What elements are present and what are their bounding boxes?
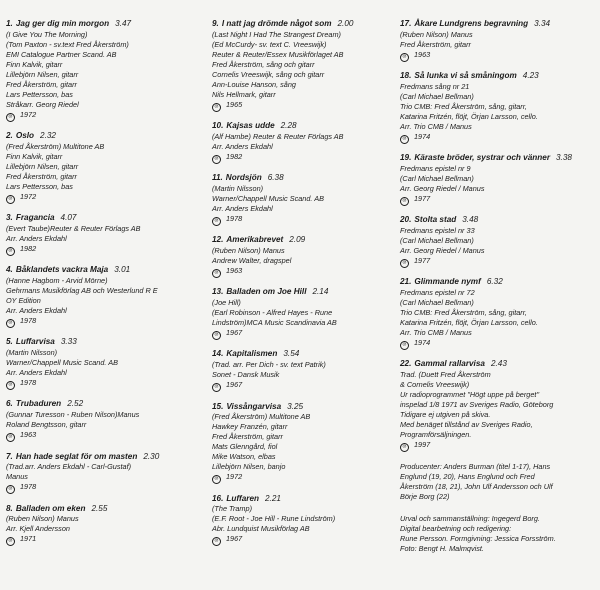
track-credit-line: (Earl Robinson - Alfred Hayes - Rune xyxy=(212,307,333,317)
phonogram-icon: ℗ xyxy=(400,443,409,452)
track-credit-line: Hawkey Franzén, gitarr xyxy=(212,422,288,432)
track-heading xyxy=(212,287,398,298)
track-credit-line: (Carl Michael Bellman) xyxy=(400,173,474,183)
track-credit-line: Tidigare ej utgiven på skiva. xyxy=(400,410,491,420)
track-entry xyxy=(212,173,398,226)
track-credit-line: Fred Åkerström, gitarr xyxy=(6,171,77,181)
track-credit-line: (Trad. arr. Per Dich - sv. text Patrik) xyxy=(212,360,326,370)
track-title: Kajsas udde xyxy=(226,121,275,131)
track-year-value: 1982 xyxy=(226,151,243,161)
track-credit-line: Lars Pettersson, bas xyxy=(6,89,73,99)
track-year xyxy=(6,316,192,328)
track-year xyxy=(6,430,192,442)
track-year xyxy=(6,534,192,546)
track-title: Oslo xyxy=(15,131,35,141)
track-heading xyxy=(212,121,398,132)
track-entry xyxy=(6,452,192,495)
phonogram-icon: ℗ xyxy=(212,331,221,340)
track-number: 2. xyxy=(6,131,13,141)
track-duration: 3.34 xyxy=(534,19,551,28)
track-title: Kapitalismen xyxy=(226,349,278,359)
track-heading xyxy=(6,131,192,142)
track-credit-line: (Alf Hambe) Reuter & Reuter Förlags AB xyxy=(212,131,344,141)
track-year-value: 1978 xyxy=(226,213,243,223)
track-entry xyxy=(6,19,192,122)
phonogram-icon: ℗ xyxy=(400,53,409,62)
track-duration: 3.38 xyxy=(556,153,572,163)
credit-line: Åkerström (18, 21), John Ulf Andersson och Ulf xyxy=(400,481,553,491)
track-credit-line: Arr. Anders Ekdahl xyxy=(6,305,67,315)
track-year-value: 1963 xyxy=(414,49,431,59)
track-credit-line: Lindström)MCA Music Scandinavia AB xyxy=(212,317,337,327)
track-duration: 3.54 xyxy=(283,349,300,359)
track-credit-line: Fredmans sång nr 21 xyxy=(400,81,470,91)
track-number: 17. xyxy=(400,19,412,28)
track-credit-line: Manus xyxy=(6,472,28,482)
phonogram-icon: ℗ xyxy=(400,135,409,144)
track-duration: 2.00 xyxy=(337,19,354,28)
track-duration: 2.28 xyxy=(280,121,297,131)
track-credit-line: Fredmans epistel nr 33 xyxy=(400,225,475,235)
track-number: 9. xyxy=(212,19,219,28)
phonogram-icon: ℗ xyxy=(6,113,15,122)
track-credit-line: Arr. Trio CMB / Manus xyxy=(400,121,472,131)
track-credit-line: Andrew Walter, dragspel xyxy=(212,255,292,265)
track-credit-line: Sonet - Dansk Musik xyxy=(212,370,280,380)
track-heading xyxy=(212,349,398,360)
track-duration: 2.55 xyxy=(91,503,108,513)
track-year xyxy=(6,192,192,204)
track-column-2 xyxy=(212,19,398,556)
track-credit-line: Arr. Anders Ekdahl xyxy=(212,203,273,213)
credit-line: Digital bearbetning och redigering: xyxy=(400,523,512,533)
track-title: Stolta stad xyxy=(414,215,457,225)
track-title: I natt jag drömde något som xyxy=(221,19,332,28)
track-number: 7. xyxy=(6,451,13,461)
track-title: Käraste bröder, systrar och vänner xyxy=(414,153,550,163)
track-heading xyxy=(212,402,398,413)
track-credit-line: Ur radioprogrammet "Högt uppe på berget" xyxy=(400,390,540,400)
track-credit-line: (Evert Taube)Reuter & Reuter Förlags AB xyxy=(6,223,141,233)
track-entry xyxy=(212,19,398,112)
track-credit-line: (Last Night I Had The Strangest Dream) xyxy=(212,29,341,39)
track-year xyxy=(6,378,192,390)
track-credit-line: Warner/Chappell Music Scand. AB xyxy=(6,357,118,367)
track-year xyxy=(400,50,596,62)
track-entry xyxy=(212,121,398,164)
track-title: Balladen om eken xyxy=(15,503,86,513)
track-credit-line: (Ed McCurdy- sv. text C. Vreeswijk) xyxy=(212,39,327,49)
track-credit-line: Arr. Trio CMB / Manus xyxy=(400,327,472,337)
track-credit-line: (Joe Hill) xyxy=(212,297,241,307)
track-year-value: 1972 xyxy=(20,191,37,201)
track-entry xyxy=(212,235,398,278)
track-entry xyxy=(400,215,596,268)
track-duration: 6.32 xyxy=(486,277,503,287)
track-credit-line: Stråkarr. Georg Riedel xyxy=(6,99,79,109)
track-number: 15. xyxy=(212,401,224,411)
production-credits xyxy=(400,514,596,554)
track-credit-line: & Cornelis Vreeswijk) xyxy=(400,380,470,390)
track-credit-line: (Ruben Nilson) Manus xyxy=(400,29,473,39)
track-year xyxy=(6,110,192,122)
track-heading xyxy=(6,399,192,410)
track-heading xyxy=(400,359,596,370)
phonogram-icon: ℗ xyxy=(400,341,409,350)
track-number: 19. xyxy=(400,153,412,163)
track-credit-line: Lillebjörn Nilsen, gitarr xyxy=(6,69,79,79)
phonogram-icon: ℗ xyxy=(6,537,15,546)
track-title: Luffarvisa xyxy=(15,337,55,347)
track-heading xyxy=(212,173,398,184)
track-number: 6. xyxy=(6,399,13,409)
track-year-value: 1982 xyxy=(20,243,37,253)
track-credit-line: Fredmans epistel nr 72 xyxy=(400,287,475,297)
track-heading xyxy=(6,452,192,463)
track-credit-line: EMI Catalogue Partner Scand. AB xyxy=(6,49,117,59)
track-title: Så lunka vi så småningom xyxy=(414,71,517,81)
track-credit-line: (Fred Åkerström) Multitone AB xyxy=(6,141,105,151)
track-title: Fragancia xyxy=(15,213,55,223)
track-duration: 3.01 xyxy=(114,265,131,275)
track-credit-line: (I Give You The Morning) xyxy=(6,29,88,39)
track-credit-line: Nils Hellmark, gitarr xyxy=(212,89,276,99)
track-number: 14. xyxy=(212,349,224,359)
track-year xyxy=(212,472,398,484)
production-credits xyxy=(400,462,596,502)
track-credit-line: Arr. Kjell Andersson xyxy=(6,524,70,534)
track-duration: 6.38 xyxy=(267,173,284,183)
track-entry xyxy=(212,349,398,392)
track-year xyxy=(212,214,398,226)
track-credit-line: (Ruben Nilson) Manus xyxy=(6,514,79,524)
track-credit-line: Ann-Louise Hanson, sång xyxy=(212,79,296,89)
track-credit-line: OY Edition xyxy=(6,295,41,305)
track-number: 18. xyxy=(400,71,412,81)
phonogram-icon: ℗ xyxy=(212,537,221,546)
track-heading xyxy=(6,265,192,276)
track-heading xyxy=(212,494,398,505)
track-duration: 2.14 xyxy=(312,287,329,297)
track-heading xyxy=(6,213,192,224)
track-number: 13. xyxy=(212,287,224,297)
track-duration: 3.48 xyxy=(462,215,479,225)
track-entry xyxy=(212,494,398,547)
phonogram-icon: ℗ xyxy=(212,103,221,112)
track-credit-line: Finn Kalvik, gitarr xyxy=(6,151,63,161)
track-heading xyxy=(6,504,192,515)
phonogram-icon: ℗ xyxy=(212,155,221,164)
track-credit-line: Mats Glenngård, fiol xyxy=(212,442,278,452)
track-number: 10. xyxy=(212,121,224,131)
track-credit-line: Fred Åkerström, gitarr xyxy=(400,39,471,49)
track-year-value: 1967 xyxy=(226,327,243,337)
track-heading xyxy=(400,153,596,164)
track-year-value: 1972 xyxy=(20,109,37,119)
track-duration: 4.23 xyxy=(522,71,539,81)
track-entry xyxy=(212,402,398,485)
track-entry xyxy=(400,359,596,452)
track-entry xyxy=(400,71,596,144)
track-number: 11. xyxy=(212,173,223,183)
track-credit-line: Fred Åkerström, gitarr xyxy=(6,79,77,89)
track-entry xyxy=(6,265,192,328)
track-year xyxy=(400,440,596,452)
track-credit-line: (Carl Michael Bellman) xyxy=(400,297,474,307)
track-credit-line: Fredmans epistel nr 9 xyxy=(400,163,471,173)
track-entry xyxy=(400,19,596,62)
track-credit-line: (Fred Åkerström) Multitone AB xyxy=(212,412,311,422)
track-title: Vissångarvisa xyxy=(226,401,282,411)
track-duration: 3.33 xyxy=(60,337,77,347)
track-credit-line: Katarina Fritzén, flöjt, Örjan Larsson, cello. xyxy=(400,317,538,327)
track-credit-line: (Tom Paxton - sv.text Fred Åkerström) xyxy=(6,39,129,49)
track-duration: 2.30 xyxy=(143,451,160,461)
track-number: 3. xyxy=(6,213,13,223)
track-credit-line: (Trad.arr. Anders Ekdahl - Carl-Gustaf) xyxy=(6,462,132,472)
track-column-1 xyxy=(6,19,192,556)
track-year xyxy=(212,380,398,392)
phonogram-icon: ℗ xyxy=(212,475,221,484)
track-year xyxy=(400,194,596,206)
phonogram-icon: ℗ xyxy=(400,259,409,268)
track-credit-line: Lillebjörn Nilsen, banjo xyxy=(212,462,286,472)
track-credit-line: Fred Åkerström, sång och gitarr xyxy=(212,59,315,69)
track-year xyxy=(212,328,398,340)
track-number: 16. xyxy=(212,493,224,503)
track-title: Amerikabrevet xyxy=(226,235,284,245)
track-credit-line: Trio CMB: Fred Åkerström, sång, gitarr, xyxy=(400,307,527,317)
track-credit-line: Abr. Lundquist Musikförlag AB xyxy=(212,524,310,534)
track-duration: 2.21 xyxy=(265,493,281,503)
track-number: 4. xyxy=(6,265,13,275)
track-credit-line: Mike Watson, elbas xyxy=(212,452,276,462)
track-credit-line: (Gunnar Turesson - Ruben Nilson)Manus xyxy=(6,410,140,420)
track-title: Jag ger dig min morgon xyxy=(15,19,110,28)
credit-line: Börje Borg (22) xyxy=(400,491,450,501)
track-title: Luffaren xyxy=(226,493,259,503)
track-year-value: 1977 xyxy=(414,193,431,203)
track-heading xyxy=(6,337,192,348)
track-credit-line: Roland Bengtsson, gitarr xyxy=(6,420,87,430)
track-year xyxy=(400,132,596,144)
track-credit-line: Trio CMB: Fred Åkerström, sång, gitarr, xyxy=(400,101,527,111)
track-year xyxy=(212,100,398,112)
track-credit-line: Lars Pettersson, bas xyxy=(6,181,73,191)
track-duration: 4.07 xyxy=(60,213,77,223)
track-heading xyxy=(400,71,596,82)
track-heading xyxy=(212,19,398,30)
track-year-value: 1978 xyxy=(20,482,37,492)
track-credit-line: (Carl Michael Bellman) xyxy=(400,235,474,245)
track-year-value: 1967 xyxy=(226,380,243,390)
track-entry xyxy=(400,277,596,350)
track-title: Glimmande nymf xyxy=(414,277,481,287)
track-year xyxy=(212,152,398,164)
track-year-value: 1978 xyxy=(20,315,37,325)
track-credit-line: (Martin Nilsson) xyxy=(6,347,58,357)
track-title: Nordsjön xyxy=(225,173,262,183)
phonogram-icon: ℗ xyxy=(212,269,221,278)
track-number: 1. xyxy=(6,19,13,28)
track-credit-line: (E.F. Root - Joe Hill - Rune Lindström) xyxy=(212,514,336,524)
phonogram-icon: ℗ xyxy=(400,197,409,206)
track-credit-line: Lillebjörn Nilsen, gitarr xyxy=(6,161,79,171)
track-year xyxy=(6,244,192,256)
phonogram-icon: ℗ xyxy=(6,433,15,442)
track-year-value: 1974 xyxy=(414,131,431,141)
track-credit-line: Arr. Anders Ekdahl xyxy=(6,367,67,377)
track-credit-line: (The Tramp) xyxy=(212,504,253,514)
track-duration: 2.32 xyxy=(40,131,56,141)
credit-line: Urval och sammanställning: Ingegerd Borg. xyxy=(400,513,540,523)
track-credit-line: Programförsäljningen. xyxy=(400,430,472,440)
track-year xyxy=(400,338,596,350)
track-year-value: 1997 xyxy=(414,440,431,450)
track-number: 12. xyxy=(212,235,224,245)
track-entry xyxy=(6,399,192,442)
track-year-value: 1963 xyxy=(226,265,243,275)
track-credit-line: Warner/Chappell Music Scand. AB xyxy=(212,193,324,203)
track-number: 20. xyxy=(400,215,412,225)
track-duration: 2.43 xyxy=(490,359,507,369)
track-year-value: 1978 xyxy=(20,377,37,387)
track-column-3 xyxy=(400,19,596,566)
track-heading xyxy=(400,277,596,288)
track-number: 22. xyxy=(400,359,412,369)
track-year-value: 1972 xyxy=(226,472,243,482)
track-title: Åkare Lundgrens begravning xyxy=(414,19,529,28)
track-credit-line: (Ruben Nilson) Manus xyxy=(212,245,285,255)
track-credit-line: Reuter & Reuter/Essex Musikförlaget AB xyxy=(212,49,344,59)
track-year xyxy=(212,266,398,278)
track-year xyxy=(212,534,398,546)
track-year xyxy=(6,482,192,494)
track-year-value: 1967 xyxy=(226,534,243,544)
track-credit-line: inspelad 1/8 1971 av Sveriges Radio, Göteborg xyxy=(400,400,554,410)
track-credit-line: Finn Kalvik, gitarr xyxy=(6,59,63,69)
track-year-value: 1965 xyxy=(226,99,243,109)
track-title: Gammal rallarvisa xyxy=(414,359,485,369)
track-credit-line: Trad. (Duett Fred Åkerström xyxy=(400,370,491,380)
track-year-value: 1974 xyxy=(414,337,431,347)
track-credit-line: Katarina Fritzén, flöjt, Örjan Larsson, cello. xyxy=(400,111,538,121)
track-credit-line: Arr. Anders Ekdahl xyxy=(6,233,67,243)
phonogram-icon: ℗ xyxy=(212,383,221,392)
track-credit-line: (Carl Michael Bellman) xyxy=(400,91,474,101)
track-credit-line: Cornelis Vreeswijk, sång och gitarr xyxy=(212,69,325,79)
track-entry xyxy=(400,153,596,206)
track-duration: 3.47 xyxy=(115,19,132,28)
track-title: Båklandets vackra Maja xyxy=(15,265,109,275)
track-credit-line: Arr. Georg Riedel / Manus xyxy=(400,245,485,255)
phonogram-icon: ℗ xyxy=(6,485,15,494)
track-number: 21. xyxy=(400,277,412,287)
phonogram-icon: ℗ xyxy=(6,381,15,390)
track-year-value: 1977 xyxy=(414,255,431,265)
track-heading xyxy=(6,19,192,30)
track-year-value: 1963 xyxy=(20,430,37,440)
track-credit-line: Arr. Georg Riedel / Manus xyxy=(400,183,485,193)
track-credit-line: Med benäget tillstånd av Sveriges Radio, xyxy=(400,420,533,430)
track-title: Balladen om Joe Hill xyxy=(226,287,307,297)
phonogram-icon: ℗ xyxy=(6,247,15,256)
track-credit-line: Arr. Anders Ekdahl xyxy=(212,141,273,151)
track-entry xyxy=(6,213,192,256)
track-heading xyxy=(212,235,398,246)
track-heading xyxy=(400,19,596,30)
phonogram-icon: ℗ xyxy=(6,319,15,328)
track-number: 5. xyxy=(6,337,13,347)
track-duration: 2.09 xyxy=(289,235,306,245)
track-duration: 2.52 xyxy=(67,399,84,409)
phonogram-icon: ℗ xyxy=(6,195,15,204)
credit-line: Producenter: Anders Burman (titel 1-17), Hans xyxy=(400,461,551,471)
track-credit-line: Fred Åkerström, gitarr xyxy=(212,432,283,442)
phonogram-icon: ℗ xyxy=(212,217,221,226)
track-entry xyxy=(6,131,192,204)
track-credit-line: (Hanne Hagbom - Arvid Mörne) xyxy=(6,275,108,285)
track-credit-line: Gehrmans Musikförlag AB och Westerlund R E xyxy=(6,285,158,295)
credit-line: Rune Persson. Formgivning: Jessica Forsström. xyxy=(400,533,556,543)
track-entry xyxy=(212,287,398,340)
credit-line: Foto: Bengt H. Malmqvist. xyxy=(400,543,484,553)
track-title: Han hade seglat för om masten xyxy=(15,451,138,461)
credit-line: Englund (19, 20), Hans Englund och Fred xyxy=(400,471,535,481)
track-entry xyxy=(6,337,192,390)
track-credit-line: (Martin Nilsson) xyxy=(212,183,264,193)
track-number: 8. xyxy=(6,503,13,513)
track-year-value: 1971 xyxy=(20,534,37,544)
track-duration: 3.25 xyxy=(287,401,304,411)
track-heading xyxy=(400,215,596,226)
track-entry xyxy=(6,504,192,547)
track-title: Trubaduren xyxy=(15,399,62,409)
track-year xyxy=(400,256,596,268)
